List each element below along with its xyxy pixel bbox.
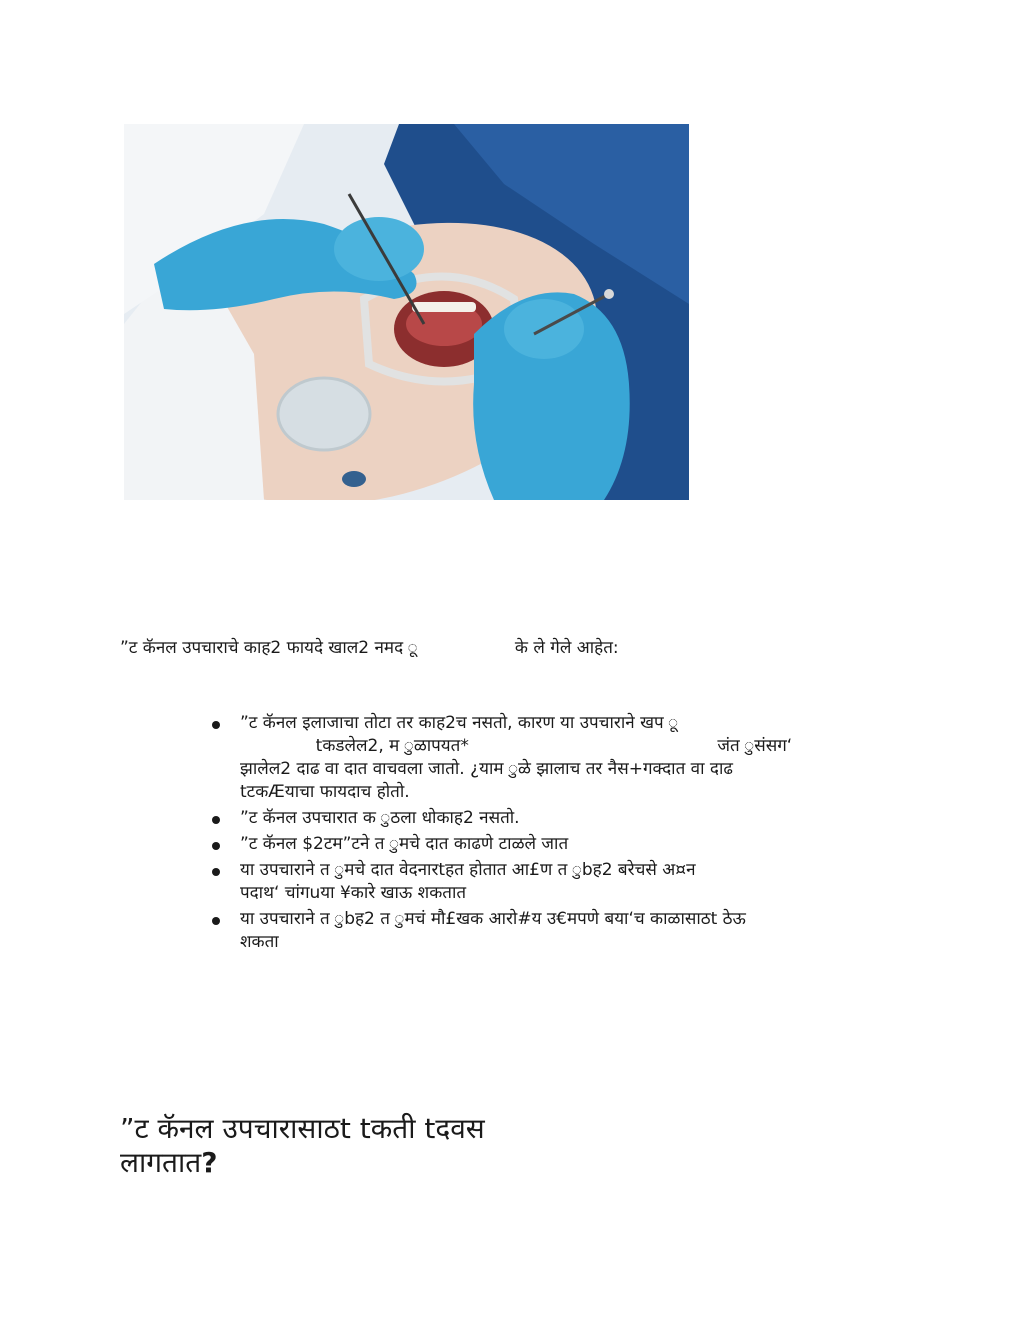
list-item-line: ”ट कॅनल उपचारात क ुठला धोकाह2 नसतो.	[240, 808, 520, 828]
section-heading-line2-text: लागतात	[120, 1146, 202, 1179]
benefits-list	[210, 712, 875, 957]
list-item	[210, 908, 875, 954]
list-item-line: पदाथ‘ चांगuया ¥कारे खाऊ शकतात	[240, 883, 467, 903]
list-item-line: झालेल2 दाढ वा दात वाचवला जातो. ¿याम ुळे झालाच तर नैस+गक्दात वा दाढ	[240, 759, 733, 779]
section-heading	[120, 1112, 680, 1180]
list-item-line: या उपचाराने त ुbह2 त ुमचं मौ£खक आरो#य उ€मपणे बया‘च काळासाठt ठेऊ	[240, 909, 746, 929]
list-item-line: शकता	[240, 932, 279, 952]
list-item-line: ”ट कॅनल $2टम”टने त ुमचे दात काढणे टाळले जात	[240, 834, 569, 854]
list-item	[210, 833, 875, 856]
list-item-line: tकडलेल2, म ुळापयत* जंत ुसंसग‘	[240, 736, 793, 756]
intro-text-part1: ”ट कॅनल उपचाराचे काह2 फायदे खाल2 नमद ू	[120, 638, 418, 658]
section-heading-line1: ”ट कॅनल उपचारासाठt tकती tदवस	[120, 1112, 485, 1145]
list-item-line: ”ट कॅनल इलाजाचा तोटा तर काह2च नसतो, कारण या उपचाराने खप ू	[240, 713, 679, 733]
dental-treatment-photo	[124, 124, 689, 500]
list-item	[210, 807, 875, 830]
section-heading-line2	[120, 1146, 680, 1180]
list-item	[210, 859, 875, 905]
list-item-line: या उपचाराने त ुमचे दात वेदनारtहत होतात आ£ण त ुbह2 बरेचसे अ¤न	[240, 860, 696, 880]
list-item-line: tटकÆयाचा फायदाच होतो.	[240, 782, 410, 802]
list-item	[210, 712, 875, 804]
intro-text-part2: के ले गेले आहेत:	[514, 638, 619, 658]
intro-paragraph	[120, 636, 760, 660]
question-mark: ?	[201, 1146, 218, 1179]
